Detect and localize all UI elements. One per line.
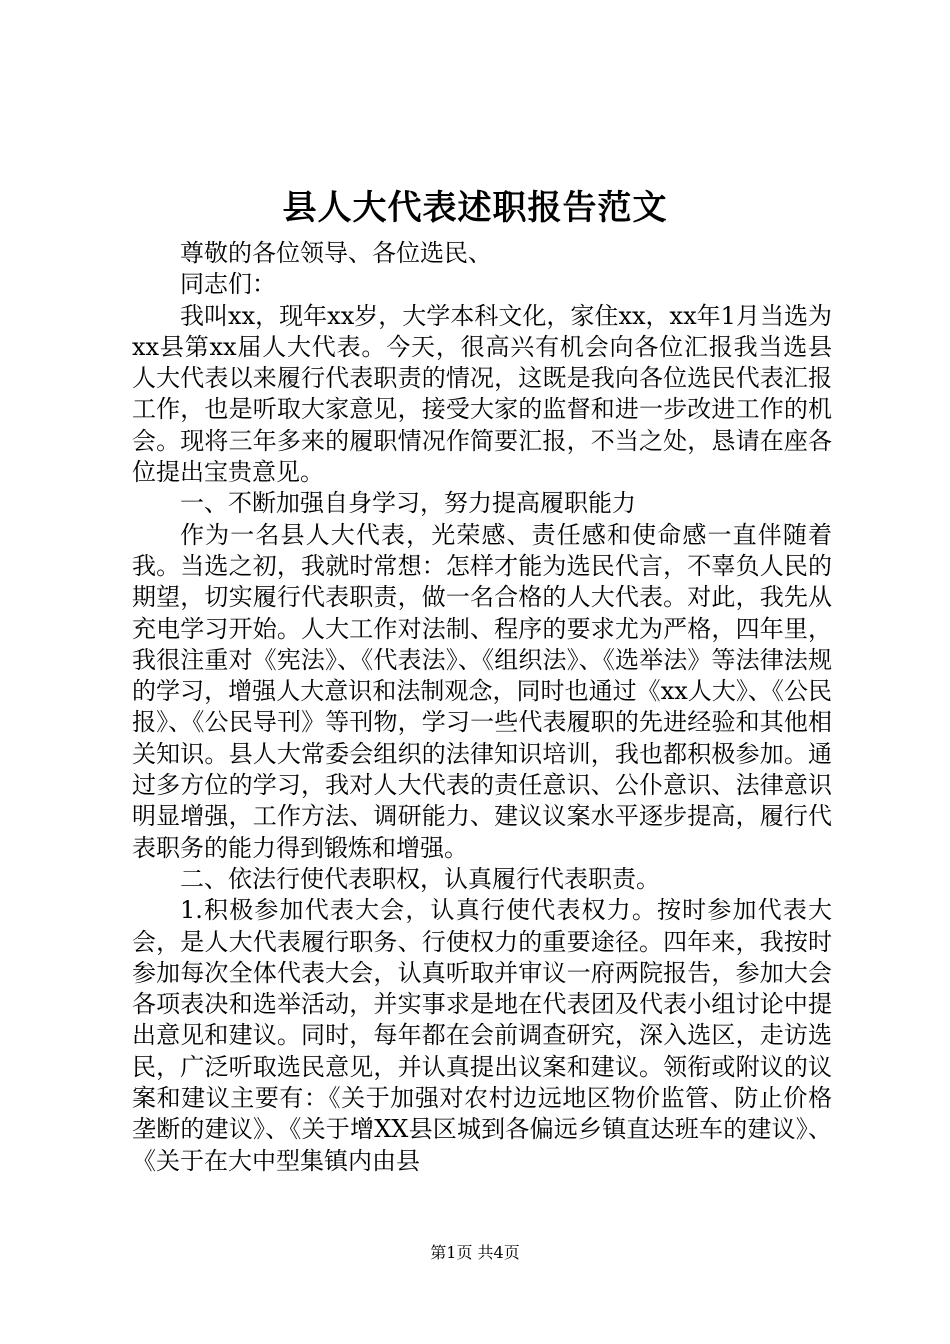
- page-footer: 第1页 共4页: [430, 1243, 520, 1262]
- salutation-line-1: 尊敬的各位领导、各位选民、: [180, 239, 492, 267]
- section-2-paragraph: 1.积极参加代表大会，认真行使代表权力。按时参加代表大会，是人大代表履行职务、行使权力的重要途径。四年来，我按时参加每次全体代表大会，认真听取并审议一府两院报告，参加大会各项表决和选举活动，并实事求是地在代表团及代表小组讨论中提出意见和建议。同时，每年都在会前调查研究，深入选区，走访选民，广泛听取选民意见，并认真提出议案和建议。领衔或附议的议案和建议主要有：《关于加强对农村边远地区物价监管、防止价格垄断的建议》、《关于增XX县区城到各偏远乡镇直达班车的建议》、《关于在大中型集镇内由县: [132, 896, 832, 1175]
- salutation-line-2: 同志们：: [180, 270, 276, 299]
- section-heading-2: 二、依法行使代表职权，认真履行代表职责。: [180, 864, 660, 893]
- intro-paragraph: 我叫xx，现年xx岁，大学本科文化，家住xx，xx年1月当选为xx县第xx届人大代表。今天，很高兴有机会向各位汇报我当选县人大代表以来履行代表职责的情况，这既是我向各位选民代表汇报工作，也是听取大家意见，接受大家的监督和进一步改进工作的机会。现将三年多来的履职情况作简要汇报，不当之处，恳请在座各位提出宝贵意见。: [132, 301, 832, 487]
- section-1-paragraph: 作为一名县人大代表，光荣感、责任感和使命感一直伴随着我。当选之初，我就时常想：怎样才能为选民代言，不辜负人民的期望，切实履行代表职责，做一名合格的人大代表。对此，我先从充电学习开始。人大工作对法制、程序的要求尤为严格，四年里，我很注重对《宪法》、《代表法》、《组织法》、《选举法》等法律法规的学习，增强人大意识和法制观念，同时也通过《xx人大》、《公民报》、《公民导刊》等刊物，学习一些代表履职的先进经验和其他相关知识。县人大常委会组织的法律知识培训，我也都积极参加。通过多方位的学习，我对人大代表的责任意识、公仆意识、法律意识明显增强，工作方法、调研能力、建议议案水平逐步提高，履行代表职务的能力得到锻炼和增强。: [132, 520, 832, 862]
- document-title: 县人大代表述职报告范文: [282, 188, 668, 228]
- section-heading-1: 一、不断加强自身学习，努力提高履职能力: [180, 489, 636, 518]
- document-body: [132, 238, 832, 1177]
